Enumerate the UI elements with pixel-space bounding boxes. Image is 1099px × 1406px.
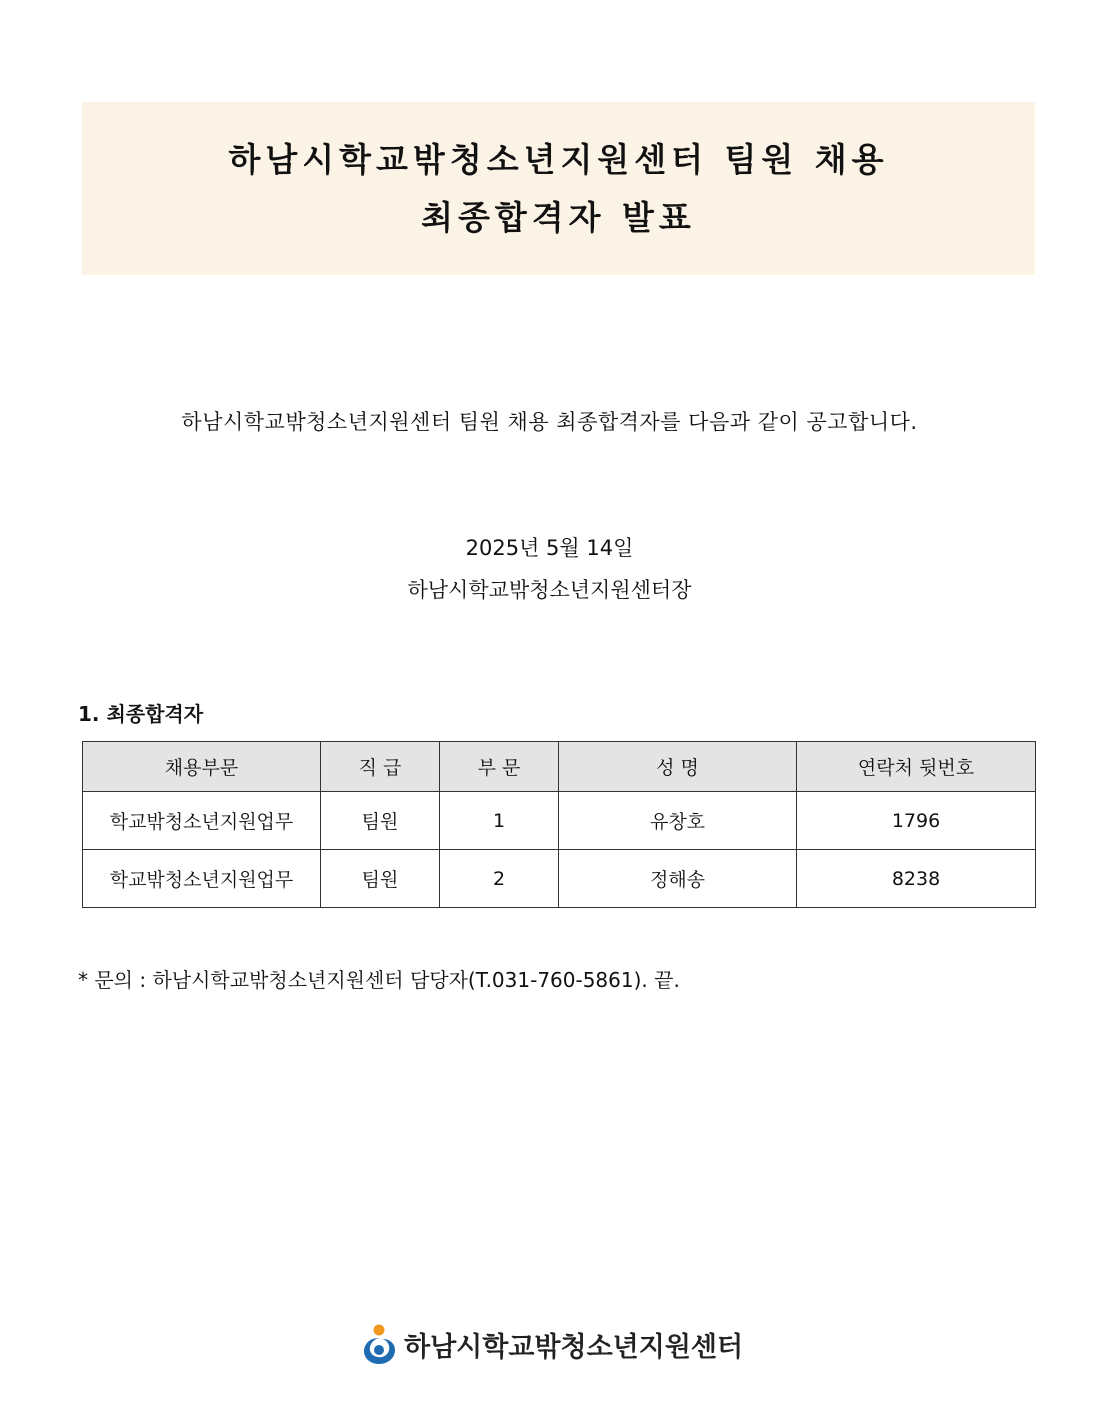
table-header-row [83,742,1036,792]
section-heading-final-candidates: 1. 최종합격자 [78,702,204,726]
final-candidates-table [82,741,1036,908]
page-title-line-2: 최종합격자 발표 [421,197,696,237]
table-row [83,850,1036,908]
page-title-line-1: 하남시학교밖청소년지원센터 팀원 채용 [228,139,889,179]
announcement-issuer: 하남시학교밖청소년지원센터장 [407,578,692,602]
column-header-phone-suffix: 연락처 뒷번호 [797,742,1036,792]
table-row [83,792,1036,850]
column-header-recruitment-field: 채용부문 [83,742,321,792]
table-cell-name: 정해송 [559,850,797,908]
column-header-division: 부 문 [440,742,559,792]
table-cell-position: 팀원 [321,792,440,850]
column-header-name: 성 명 [559,742,797,792]
table-cell-division: 1 [440,792,559,850]
table-cell-phone-suffix: 1796 [797,792,1036,850]
announcement-intro: 하남시학교밖청소년지원센터 팀원 채용 최종합격자를 다음과 같이 공고합니다. [181,410,918,434]
announcement-date: 2025년 5월 14일 [465,536,634,560]
table-cell-phone-suffix: 8238 [797,850,1036,908]
orange-dot-blue-swirl-logo-icon [362,1322,400,1366]
inquiry-note: * 문의 : 하남시학교밖청소년지원센터 담당자(T.031-760-5861). 끝. [78,968,680,992]
column-header-position: 직 급 [321,742,440,792]
table-cell-recruitment-field: 학교밖청소년지원업무 [83,792,321,850]
center-logo-text: 하남시학교밖청소년지원센터 [404,1331,744,1363]
table-cell-recruitment-field: 학교밖청소년지원업무 [83,850,321,908]
table-cell-name: 유창호 [559,792,797,850]
center-logo [362,1322,743,1366]
table-cell-division: 2 [440,850,559,908]
table-cell-position: 팀원 [321,850,440,908]
title-banner [82,102,1035,275]
